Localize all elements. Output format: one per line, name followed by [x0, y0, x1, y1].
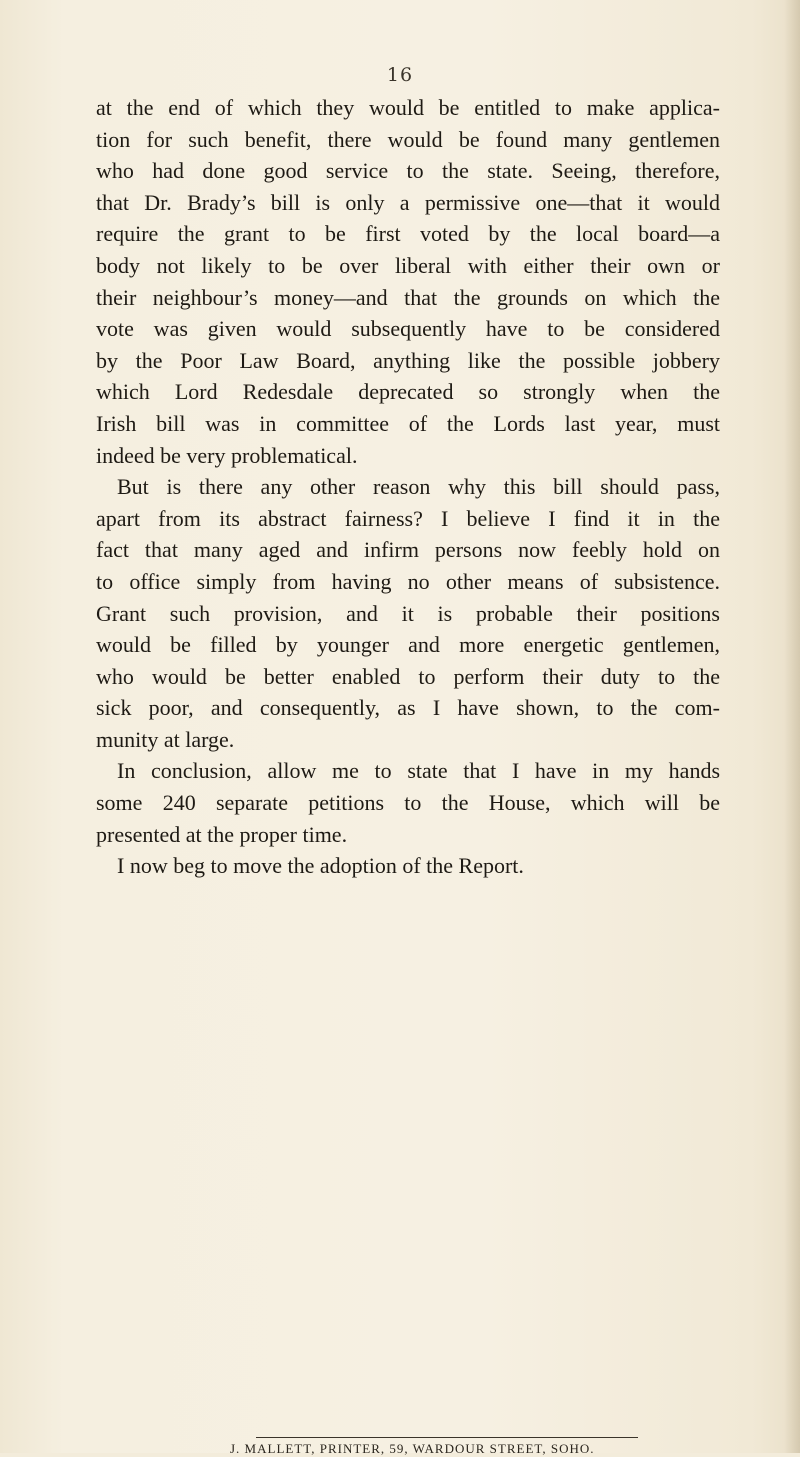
page-number: 16: [386, 64, 414, 86]
body-text: [96, 92, 720, 882]
page-edge-shadow: [784, 0, 800, 1453]
text-line: some 240 separate petitions to the House, which will be: [96, 790, 720, 816]
text-line: that Dr. Brady’s bill is only a permissive one—that it would: [96, 189, 720, 215]
imprint-rule: [256, 1437, 638, 1438]
text-line: who would be better enabled to perform their duty to the: [96, 663, 720, 689]
printer-imprint: J. MALLETT, PRINTER, 59, WARDOUR STREET, SOHO.: [230, 1441, 595, 1456]
text-line: indeed be very problematical.: [96, 442, 358, 468]
text-line: Grant such provision, and it is probable their positions: [96, 600, 720, 626]
text-line: tion for such benefit, there would be found many gentlemen: [96, 126, 720, 152]
text-line: to office simply from having no other means of subsistence.: [96, 568, 720, 594]
text-line: sick poor, and consequently, as I have shown, to the com-: [96, 695, 720, 721]
text-line: who had done good service to the state. Seeing, therefore,: [96, 158, 720, 184]
text-line: Irish bill was in committee of the Lords last year, must: [96, 410, 720, 436]
text-line: fact that many aged and infirm persons now feebly hold on: [96, 537, 720, 563]
text-line: apart from its abstract fairness? I believe I find it in the: [96, 505, 720, 531]
text-line: vote was given would subsequently have to be considered: [96, 316, 720, 342]
text-line: In conclusion, allow me to state that I have in my hands: [117, 758, 720, 784]
text-line: munity at large.: [96, 726, 235, 752]
text-line: But is there any other reason why this bill should pass,: [117, 474, 720, 500]
text-line: body not likely to be over liberal with either their own or: [96, 252, 720, 278]
text-line: at the end of which they would be entitled to make applica-: [96, 95, 720, 120]
text-line: presented at the proper time.: [96, 821, 348, 847]
text-line: I now beg to move the adoption of the Report.: [117, 853, 524, 879]
text-line: would be filled by younger and more energetic gentlemen,: [96, 632, 720, 658]
text-line: require the grant to be first voted by the local board—a: [96, 221, 720, 247]
text-line: by the Poor Law Board, anything like the possible jobbery: [96, 347, 720, 373]
text-line: their neighbour’s money—and that the grounds on which the: [96, 284, 720, 310]
text-line: which Lord Redesdale deprecated so strongly when the: [96, 379, 720, 405]
